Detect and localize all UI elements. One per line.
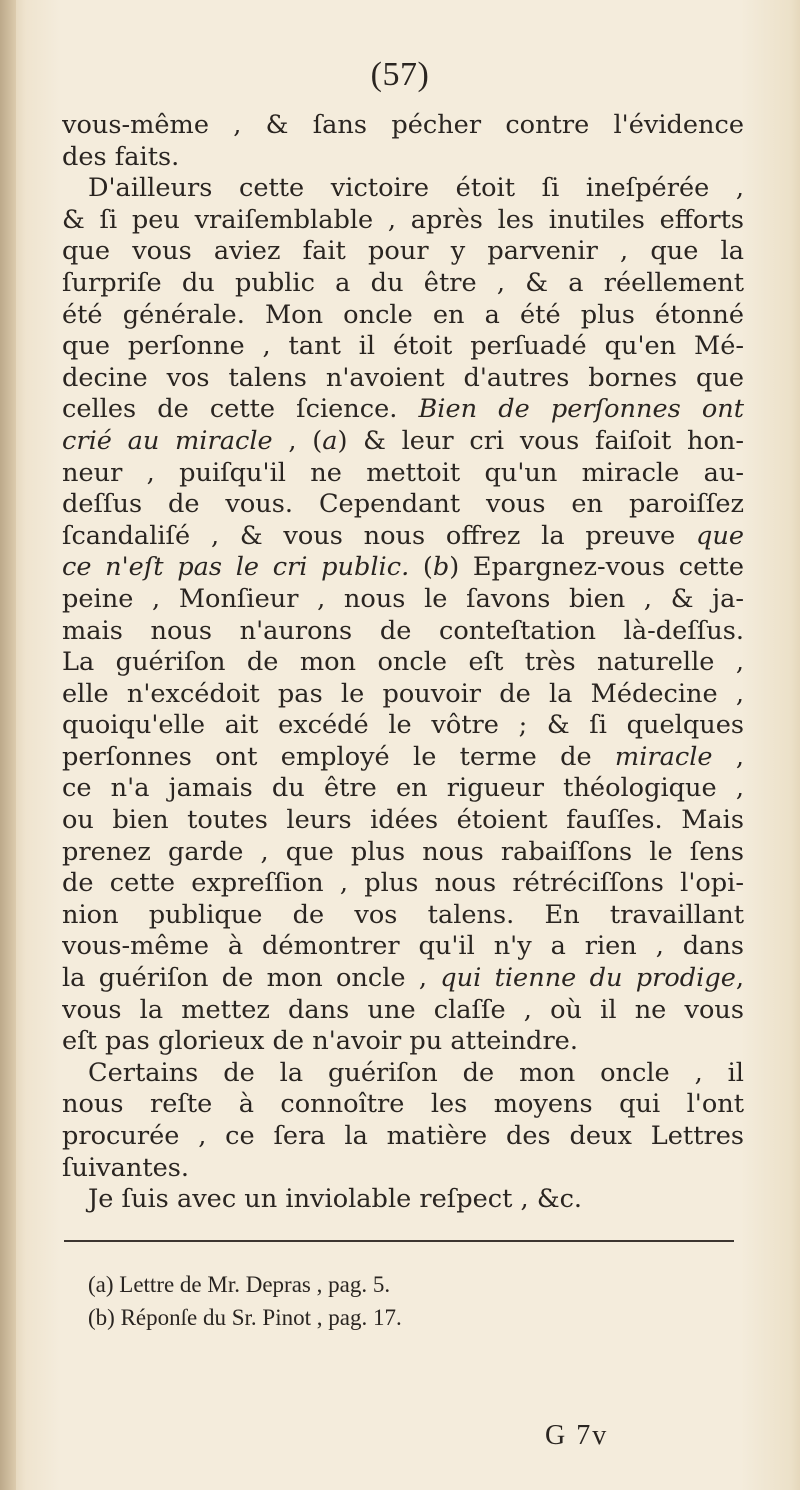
text-line: D'ailleurs cette victoire étoit ſi ineſpérée , xyxy=(88,173,744,204)
text-line: neur , puiſqu'il ne mettoit qu'un miracle au- xyxy=(62,457,744,488)
text-line: la guériſon de mon oncle , qui tienne du prodige, xyxy=(62,963,744,994)
page-body xyxy=(62,110,744,1216)
footnotes xyxy=(88,1268,728,1334)
text-line: La guériſon de mon oncle eſt très naturelle , xyxy=(62,647,744,678)
footnote-b xyxy=(88,1301,728,1334)
text-line: crié au miracle , (a) & leur cri vous faiſoit hon- xyxy=(62,425,744,456)
text-line: mais nous n'aurons de conteſtation là-deſſus. xyxy=(62,615,744,646)
footnote-text: Réponſe du Sr. Pinot , pag. 17. xyxy=(120,1305,402,1330)
text-line: prenez garde , que plus nous rabaiſſons le ſens xyxy=(62,836,744,867)
text-line: ſcandaliſé , & vous nous offrez la preuve que xyxy=(62,520,744,551)
page-number: (57) xyxy=(370,56,430,93)
text-line: eſt pas glorieux de n'avoir pu atteindre. xyxy=(62,1026,578,1057)
text-line: perſonnes ont employé le terme de miracle , xyxy=(62,741,744,772)
footnote-mark: (b) xyxy=(88,1305,115,1330)
text-line: & ſi peu vraiſemblable , après les inutiles efforts xyxy=(62,204,744,235)
signature-mark: G 7v xyxy=(545,1420,609,1451)
text-line: quoiqu'elle ait excédé le vôtre ; & ſi quelques xyxy=(62,710,744,741)
text-line: été générale. Mon oncle en a été plus étonné xyxy=(62,299,744,330)
text-line: elle n'excédoit pas le pouvoir de la Médecine , xyxy=(62,678,744,709)
text-line: nion publique de vos talens. En travaillant xyxy=(62,899,744,930)
text-line: vous-même à démontrer qu'il n'y a rien , dans xyxy=(62,931,744,962)
text-line: deſſus de vous. Cependant vous en paroiſſez xyxy=(62,489,744,520)
text-line: ſuivantes. xyxy=(62,1152,190,1183)
text-line: Certains de la guériſon de mon oncle , il xyxy=(88,1057,744,1088)
footnote-text: Lettre de Mr. Depras , pag. 5. xyxy=(119,1272,391,1297)
text-line: celles de cette ſcience. Bien de perſonnes ont xyxy=(62,394,744,425)
text-line: que vous aviez fait pour y parvenir , que la xyxy=(62,236,744,267)
text-line: ce n'a jamais du être en rigueur théologique , xyxy=(62,773,744,804)
text-line: vous-même , & ſans pécher contre l'évidence xyxy=(62,110,744,140)
text-line: ce n'eſt pas le cri public. (b) Epargnez-vous cette xyxy=(62,552,744,583)
page-binding-edge xyxy=(0,0,16,1490)
text-line: decine vos talens n'avoient d'autres bornes que xyxy=(62,362,744,393)
text-line: nous reſte à connoître les moyens qui l'ont xyxy=(62,1089,744,1120)
text-line: des faits. xyxy=(62,141,180,172)
text-line: vous la mettez dans une claſſe , où il ne vous xyxy=(62,994,744,1025)
text-line: peine , Monſieur , nous le ſavons bien , & ja- xyxy=(62,583,744,614)
text-line: ſurpriſe du public a du être , & a réellement xyxy=(62,267,744,298)
text-line: de cette expreſſion , plus nous rétréciſſons l'opi- xyxy=(62,868,744,899)
footnote-mark: (a) xyxy=(88,1272,114,1297)
text-line: ou bien toutes leurs idées étoient fauſſes. Mais xyxy=(62,805,744,836)
text-line: Je ſuis avec un inviolable reſpect , &c. xyxy=(88,1184,583,1215)
text-line: procurée , ce ſera la matière des deux Lettres xyxy=(62,1121,744,1151)
text-line: que perſonne , tant il étoit perſuadé qu'en Mé- xyxy=(62,331,744,362)
footnote-divider xyxy=(64,1240,734,1242)
footnote-a xyxy=(88,1268,728,1301)
